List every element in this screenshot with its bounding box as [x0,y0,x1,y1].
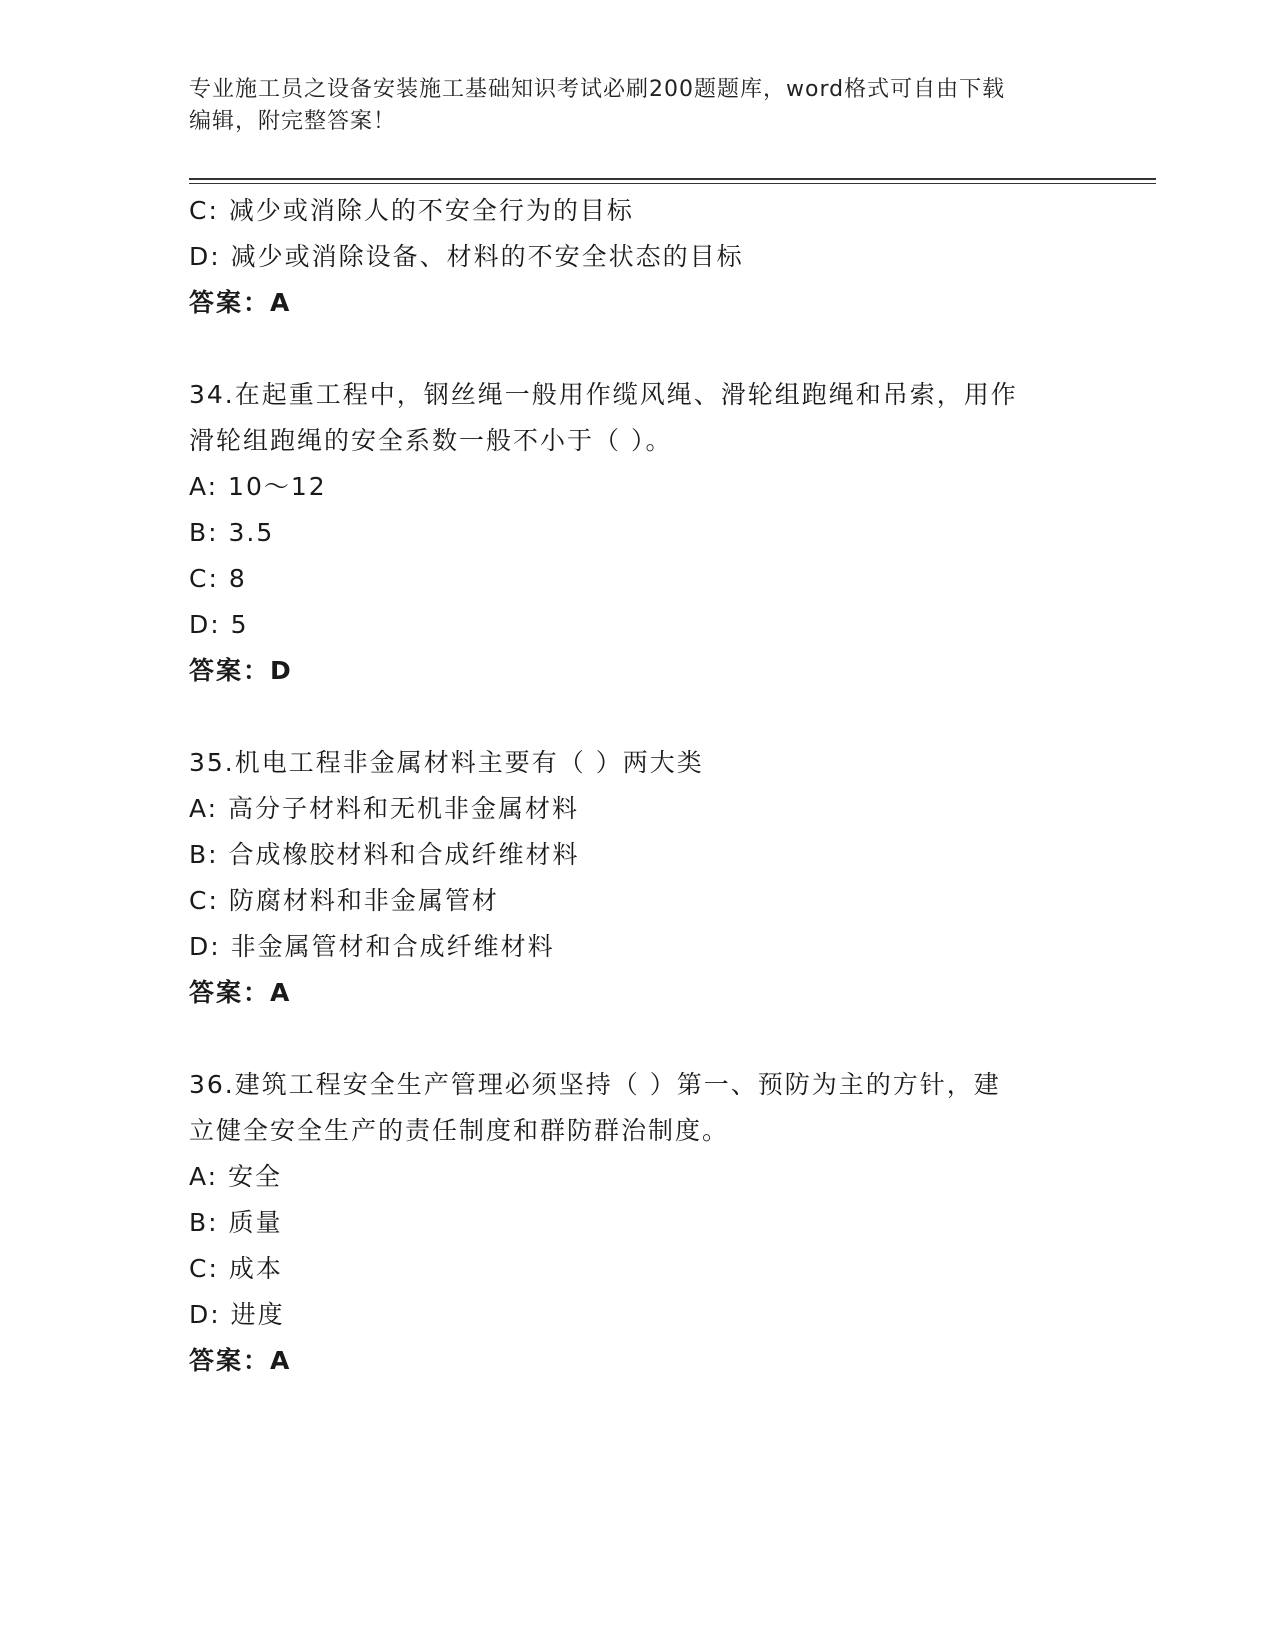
option-a: A: 安全 [189,1162,283,1191]
document-header [189,74,1089,138]
answer-line: 答案：A [189,288,292,317]
question-stem-line-2: 滑轮组跑绳的安全系数一般不小于（ ）。 [189,426,673,455]
question-block-36 [189,1062,1089,1384]
question-stem-line-1: 36.建筑工程安全生产管理必须坚持（ ）第一、预防为主的方针，建 [189,1070,1001,1099]
option-d: D: 减少或消除设备、材料的不安全状态的目标 [189,242,744,271]
option-c: C: 防腐材料和非金属管材 [189,886,499,915]
answer-line: 答案：A [189,1346,292,1375]
option-d: D: 进度 [189,1300,285,1329]
option-c: C: 成本 [189,1254,283,1283]
option-d: D: 非金属管材和合成纤维材料 [189,932,555,961]
option-b: B: 质量 [189,1208,283,1237]
question-stem-line-2: 立健全安全生产的责任制度和群防群治制度。 [189,1116,730,1145]
option-a: A: 高分子材料和无机非金属材料 [189,794,580,823]
answer-line: 答案：A [189,978,292,1007]
question-block-35 [189,740,1089,1016]
prev-question-block [189,188,1089,326]
question-stem-line-1: 34.在起重工程中，钢丝绳一般用作缆风绳、滑轮组跑绳和吊索，用作 [189,380,1018,409]
option-c: C: 8 [189,564,247,593]
question-stem-line-1: 35.机电工程非金属材料主要有（ ）两大类 [189,748,704,777]
header-rule-thin [189,183,1156,184]
header-rule-thick [189,178,1156,180]
option-b: B: 合成橡胶材料和合成纤维材料 [189,840,580,869]
option-d: D: 5 [189,610,249,639]
header-title-line-1: 专业施工员之设备安装施工基础知识考试必刷200题题库，word格式可自由下载 [189,77,1006,102]
spacer [189,326,1089,372]
spacer [189,1016,1089,1062]
question-block-34 [189,372,1089,694]
document-body [189,188,1089,1384]
option-a: A: 10～12 [189,472,327,501]
spacer [189,694,1089,740]
answer-line: 答案：D [189,656,293,685]
option-b: B: 3.5 [189,518,275,547]
header-title-line-2: 编辑，附完整答案！ [189,109,397,134]
option-c: C: 减少或消除人的不安全行为的目标 [189,196,634,225]
